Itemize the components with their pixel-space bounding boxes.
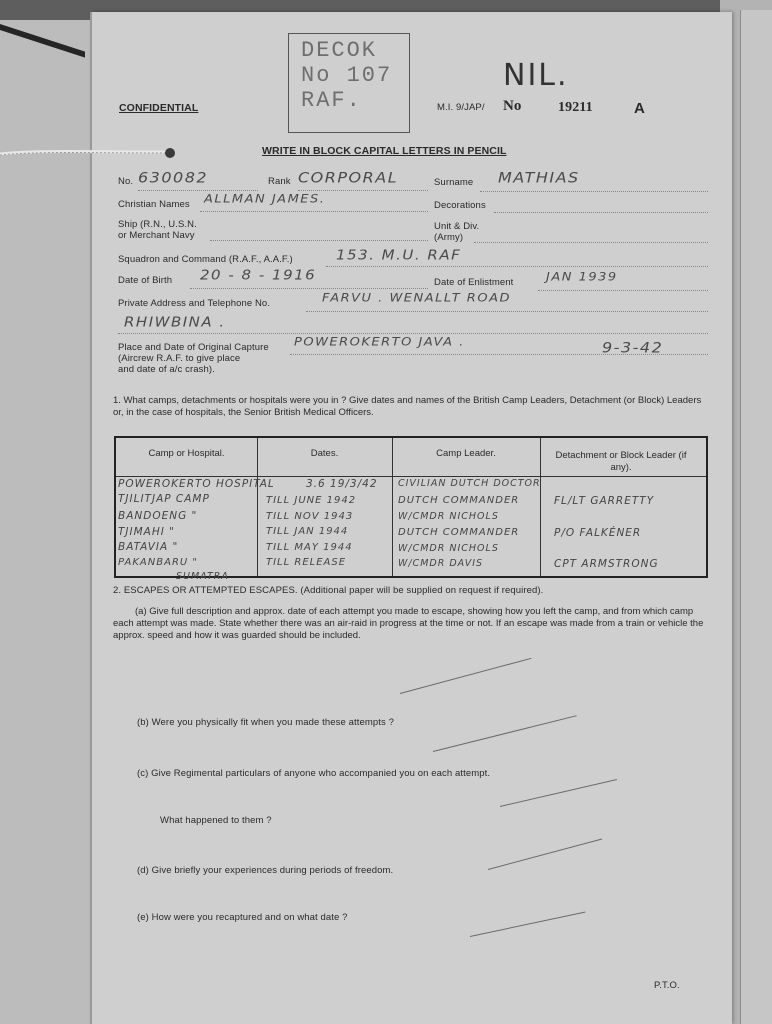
unit-label-2: (Army): [434, 232, 464, 243]
rule: [138, 190, 258, 191]
service-no-label: No.: [118, 176, 134, 187]
confidential-label: CONFIDENTIAL: [119, 102, 199, 114]
table-cell: PAKANBARU ": [118, 557, 198, 568]
pto-label: P.T.O.: [654, 980, 680, 991]
rule: [298, 190, 428, 191]
question-2b-text: (b) Were you physically fit when you made these attempts ?: [137, 717, 394, 728]
dob-value: 20 - 8 - 1916: [200, 266, 317, 284]
table-cell: FL/LT GARRETTY: [554, 495, 655, 507]
stamp-line-2: No 107: [301, 63, 393, 88]
capture-date-value: 9-3-42: [602, 338, 664, 357]
col-divider: [540, 438, 541, 576]
table-cell: TILL JAN 1944: [266, 526, 349, 537]
rank-label: Rank: [268, 176, 291, 187]
question-2c-followup-text: What happened to them ?: [160, 815, 272, 826]
rule: [538, 290, 708, 291]
surname-label: Surname: [434, 177, 474, 188]
table-cell: TILL RELEASE: [266, 557, 347, 568]
capture-label-2: (Aircrew R.A.F. to give place: [118, 353, 241, 364]
nil-annotation: NIL.: [503, 58, 569, 93]
rule: [326, 266, 708, 267]
form-number: 19211: [558, 100, 593, 115]
christian-names-label: Christian Names: [118, 199, 190, 210]
rule: [494, 212, 708, 213]
question-2d-text: (d) Give briefly your experiences during periods of freedom.: [137, 865, 394, 876]
address-label: Private Address and Telephone No.: [118, 298, 271, 309]
table-header-dates: Dates.: [310, 448, 339, 459]
stamp-line-3: RAF.: [301, 88, 362, 113]
table-header-leader: Camp Leader.: [436, 448, 496, 459]
question-1-text: 1. What camps, detachments or hospitals were you in ? Give dates and names of the British Camp Leaders, Detachment (or Block) Leaders or, in the case of hospitals, the Senior British Medical Officers.: [113, 395, 702, 418]
service-no-value: 630082: [138, 168, 209, 187]
squadron-value: 153. M.U. RAF: [336, 246, 462, 264]
table-cell: W/CMDR DAVIS: [398, 558, 484, 569]
question-2-title: 2. ESCAPES OR ATTEMPTED ESCAPES. (Additional paper will be supplied on request if required).: [113, 585, 544, 596]
rule: [306, 311, 708, 312]
squadron-label: Squadron and Command (R.A.F., A.A.F.): [118, 254, 293, 265]
table-cell: TILL MAY 1944: [266, 542, 353, 553]
table-cell: TILL JUNE 1942: [266, 495, 357, 506]
table-cell: P/O FALKÉNER: [554, 527, 642, 539]
number-label: No: [503, 98, 522, 114]
table-cell: CIVILIAN DUTCH DOCTOR: [398, 478, 541, 489]
rule: [474, 242, 708, 243]
table-header-camp: Camp or Hospital.: [148, 448, 225, 459]
address-value-line-2: RHIWBINA .: [124, 313, 226, 331]
table-cell: BATAVIA ": [118, 541, 179, 553]
capture-label-3: and date of a/c crash).: [118, 364, 215, 375]
table-cell: 3.6 19/3/42: [306, 478, 378, 490]
dob-label: Date of Birth: [118, 275, 173, 286]
paper-stack-right-edge: [740, 10, 772, 1024]
folder-cover-left: [0, 20, 94, 1024]
mi9-ref-label: M.I. 9/JAP/: [437, 102, 485, 113]
form-suffix: A: [634, 100, 645, 117]
header-divider: [116, 476, 706, 477]
table-cell: TJILITJAP CAMP: [118, 493, 210, 505]
instruction-heading: WRITE IN BLOCK CAPITAL LETTERS IN PENCIL: [262, 145, 507, 157]
rule: [210, 240, 428, 241]
table-cell: TJIMAHI ": [118, 526, 176, 538]
enlistment-value: JAN 1939: [546, 270, 618, 285]
camp-stamp: [288, 33, 410, 133]
stamp-line-1: DECOK: [301, 38, 378, 63]
unit-label: Unit & Div.: [434, 221, 480, 232]
tag-string: [0, 138, 180, 168]
decorations-label: Decorations: [434, 200, 486, 211]
sumatra-note: SUMATRA: [176, 571, 229, 582]
question-2e-text: (e) How were you recaptured and on what date ?: [137, 912, 348, 923]
table-cell: W/CMDR NICHOLS: [398, 511, 499, 522]
surname-value: MATHIAS: [498, 168, 580, 187]
table-cell: DUTCH COMMANDER: [398, 527, 520, 538]
rule: [118, 333, 708, 334]
question-2a-text: (a) Give full description and approx. date of each attempt you made to escape, showing how you left the camp, and from which camp each attempt was made. State whether there was an air-raid in progress at the time or not. If an escape was made from a train or vehicle the approx. speed and how it was guarded should be included.: [113, 606, 704, 641]
capture-place-value: POWEROKERTO JAVA .: [294, 335, 465, 350]
table-cell: DUTCH COMMANDER: [398, 495, 520, 506]
table-cell: POWEROKERTO HOSPITAL: [118, 478, 275, 490]
table-cell: W/CMDR NICHOLS: [398, 543, 499, 554]
table-header-detachment: Detachment or Block Leader (if any).: [555, 450, 687, 473]
rule: [190, 288, 428, 289]
table-cell: TILL NOV 1943: [266, 511, 354, 522]
enlistment-label: Date of Enlistment: [434, 277, 514, 288]
ship-label-2: or Merchant Navy: [118, 230, 195, 241]
rule: [200, 211, 428, 212]
rule: [480, 191, 708, 192]
christian-names-value: ALLMAN JAMES.: [204, 192, 326, 207]
camps-table: [114, 436, 708, 578]
rank-value: CORPORAL: [298, 168, 399, 187]
table-cell: CPT ARMSTRONG: [554, 558, 659, 570]
ship-label: Ship (R.N., U.S.N.: [118, 219, 197, 230]
table-cell: BANDOENG ": [118, 510, 198, 522]
capture-label: Place and Date of Original Capture: [118, 342, 269, 353]
address-value: FARVU . WENALLT ROAD: [322, 291, 511, 306]
question-2c-text: (c) Give Regimental particulars of anyone who accompanied you on each attempt.: [137, 768, 491, 779]
rule: [290, 354, 708, 355]
